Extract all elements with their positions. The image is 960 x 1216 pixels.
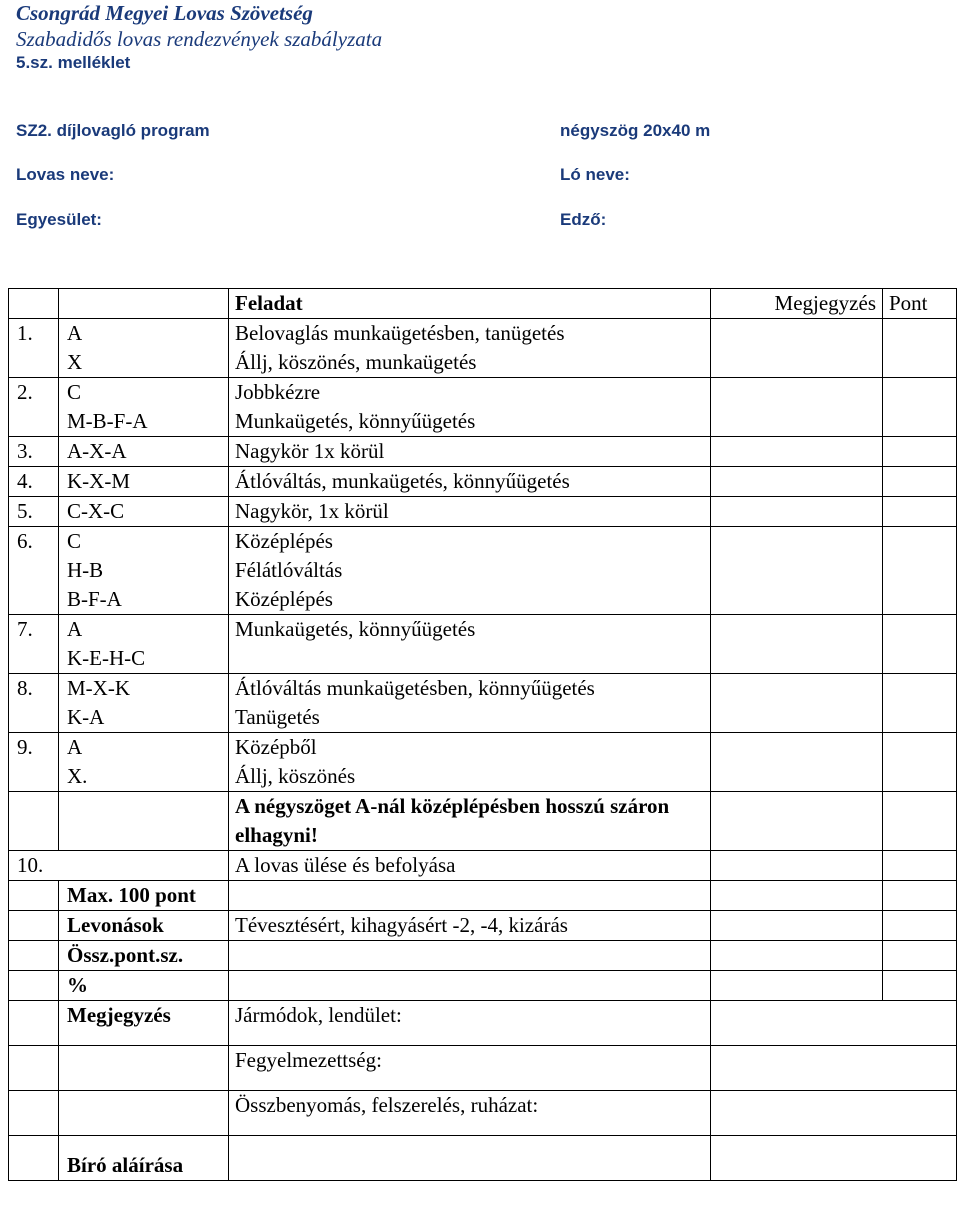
remarks-row [9,1091,957,1136]
position-line: K-A [67,705,105,729]
note-cell[interactable] [711,674,883,733]
deductions-text: Tévesztésért, kihagyásért -2, -4, kizárás [229,911,711,941]
row-number: 7. [9,615,59,674]
blank-cell [9,1091,59,1136]
row-number: 1. [9,319,59,378]
task-line: Állj, köszönés, munkaügetés [235,350,477,374]
arena-size: négyszög 20x40 m [560,121,711,140]
note-cell[interactable] [711,792,883,851]
score-cell[interactable] [883,674,957,733]
max-points-row [9,881,957,911]
row-number: 10. [9,851,229,881]
blank-cell [9,1001,59,1046]
blank-cell [9,1136,59,1181]
table-row [9,497,957,527]
row-task [229,527,711,615]
header-task: Feladat [229,289,711,319]
position-line: A-X-A [67,439,127,463]
note-cell[interactable] [711,437,883,467]
blank-cell [9,881,59,911]
table-row [9,378,957,437]
position-line: X. [67,764,88,788]
position-line: C-X-C [67,499,125,523]
row-task [229,319,711,378]
table-row [9,319,957,378]
score-cell[interactable] [883,733,957,792]
signature-row [9,1136,957,1181]
row-number: 4. [9,467,59,497]
task-line: Nagykör, 1x körül [235,499,389,523]
score-cell[interactable] [883,319,957,378]
judge-signature-field[interactable] [229,1136,711,1181]
header-score: Pont [883,289,957,319]
blank-cell [59,1091,229,1136]
row-position [59,497,229,527]
row-number: 3. [9,437,59,467]
max-points-text: Max. 100 pont [67,883,196,907]
blank-cell [9,941,59,971]
row-number: 2. [9,378,59,437]
remarks-label: Megjegyzés [59,1001,229,1046]
score-cell[interactable] [883,792,957,851]
deductions-row [9,911,957,941]
header-num-cell [9,289,59,319]
position-line: K-E-H-C [67,646,146,670]
row-number: 5. [9,497,59,527]
row-position [59,319,229,378]
position-line: K-X-M [67,469,130,493]
header-note: Megjegyzés [711,289,883,319]
score-cell[interactable] [883,527,957,615]
row-task: A lovas ülése és befolyása [229,851,711,881]
task-line: Átlóváltás munkaügetésben, könnyűügetés [235,676,595,700]
score-cell[interactable] [883,941,957,971]
judge-signature-label: Bíró aláírása [59,1136,229,1181]
scoring-table [8,288,957,1181]
table-row [9,674,957,733]
table-row [9,527,957,615]
row-number: 9. [9,733,59,792]
score-cell[interactable] [883,851,957,881]
row-number: 6. [9,527,59,615]
blank-cell [59,1046,229,1091]
note-cell[interactable] [711,467,883,497]
blank-cell [229,941,711,971]
score-cell[interactable] [883,615,957,674]
table-row [9,467,957,497]
note-cell[interactable] [711,497,883,527]
exit-pos-cell [59,792,229,851]
row-position [59,378,229,437]
remark-entry[interactable] [711,1001,957,1046]
task-line: Munkaügetés, könnyűügetés [235,409,476,433]
remarks-row [9,1046,957,1091]
coach-field[interactable]: Edző: [560,210,607,229]
position-line: A [67,617,83,641]
row-position [59,527,229,615]
row-task [229,733,711,792]
note-cell[interactable] [711,971,883,1001]
row-task [229,467,711,497]
table-row [9,437,957,467]
task-line: Középből [235,735,317,759]
row-position [59,733,229,792]
remarks-row [9,1001,957,1046]
position-line: A [67,735,83,759]
note-cell[interactable] [711,941,883,971]
row-task [229,437,711,467]
score-cell[interactable] [883,881,957,911]
blank-cell [9,911,59,941]
table-row [9,615,957,674]
note-cell[interactable] [711,319,883,378]
task-line: Középlépés [235,529,333,553]
score-cell[interactable] [883,497,957,527]
organization-title: Csongrád Megyei Lovas Szövetség [16,1,313,25]
exit-row [9,792,957,851]
blank-cell [229,971,711,1001]
program-title: SZ2. díjlovagló program [16,121,210,140]
row-number: 8. [9,674,59,733]
blank-cell [711,1136,957,1181]
note-cell[interactable] [711,615,883,674]
task-line: Félátlóváltás [235,558,343,582]
note-cell[interactable] [711,378,883,437]
note-cell[interactable] [711,851,883,881]
task-line: Jobbkézre [235,380,321,404]
row-position [59,467,229,497]
score-cell[interactable] [883,467,957,497]
percent-label: % [59,971,229,1001]
row-task [229,615,711,674]
row-position [59,615,229,674]
score-cell[interactable] [883,971,957,1001]
rider-name-field[interactable]: Lovas neve: [16,165,115,184]
task-line: Nagykör 1x körül [235,439,385,463]
score-cell[interactable] [883,911,957,941]
row-task [229,497,711,527]
position-line: M-B-F-A [67,409,148,433]
note-cell[interactable] [711,911,883,941]
position-line: B-F-A [67,587,122,611]
blank-cell [229,881,711,911]
total-row [9,941,957,971]
remark-entry[interactable] [711,1046,957,1091]
note-cell[interactable] [711,527,883,615]
task-line: Belovaglás munkaügetésben, tanügetés [235,321,565,345]
task-line: Állj, köszönés [235,764,356,788]
note-cell[interactable] [711,733,883,792]
row-task [229,378,711,437]
exit-instruction [229,792,711,851]
horse-name-field[interactable]: Ló neve: [560,165,630,184]
position-line: M-X-K [67,676,130,700]
score-cell[interactable] [883,378,957,437]
remark-entry[interactable] [711,1091,957,1136]
task-line: Tanügetés [235,705,320,729]
position-line: H-B [67,558,104,582]
deductions-label: Levonások [59,911,229,941]
annex-label: 5.sz. melléklet [16,53,131,72]
remark-impression: Összbenyomás, felszerelés, ruházat: [229,1091,711,1136]
row-task [229,674,711,733]
max-points-label [59,881,229,911]
remark-gaits: Jármódok, lendület: [229,1001,711,1046]
blank-cell [9,971,59,1001]
task-line: Munkaügetés, könnyűügetés [235,617,476,641]
position-line: C [67,529,82,553]
remark-discipline: Fegyelmezettség: [229,1046,711,1091]
header-pos-cell [59,289,229,319]
blank-cell [9,1046,59,1091]
note-cell[interactable] [711,881,883,911]
position-line: A [67,321,83,345]
percent-row [9,971,957,1001]
table-row [9,733,957,792]
regulation-subtitle: Szabadidős lovas rendezvények szabályzata [16,27,383,51]
score-cell[interactable] [883,437,957,467]
total-label: Össz.pont.sz. [59,941,229,971]
club-field[interactable]: Egyesület: [16,210,102,229]
task-line: Átlóváltás, munkaügetés, könnyűügetés [235,469,570,493]
row-position [59,437,229,467]
exit-instruction-text: A négyszöget A-nál középlépésben hosszú száron elhagyni! [235,794,670,847]
table-header-row [9,289,957,319]
task-line: Középlépés [235,587,333,611]
exit-num-cell [9,792,59,851]
table-row [9,851,957,881]
position-line: X [67,350,83,374]
row-position [59,674,229,733]
position-line: C [67,380,82,404]
